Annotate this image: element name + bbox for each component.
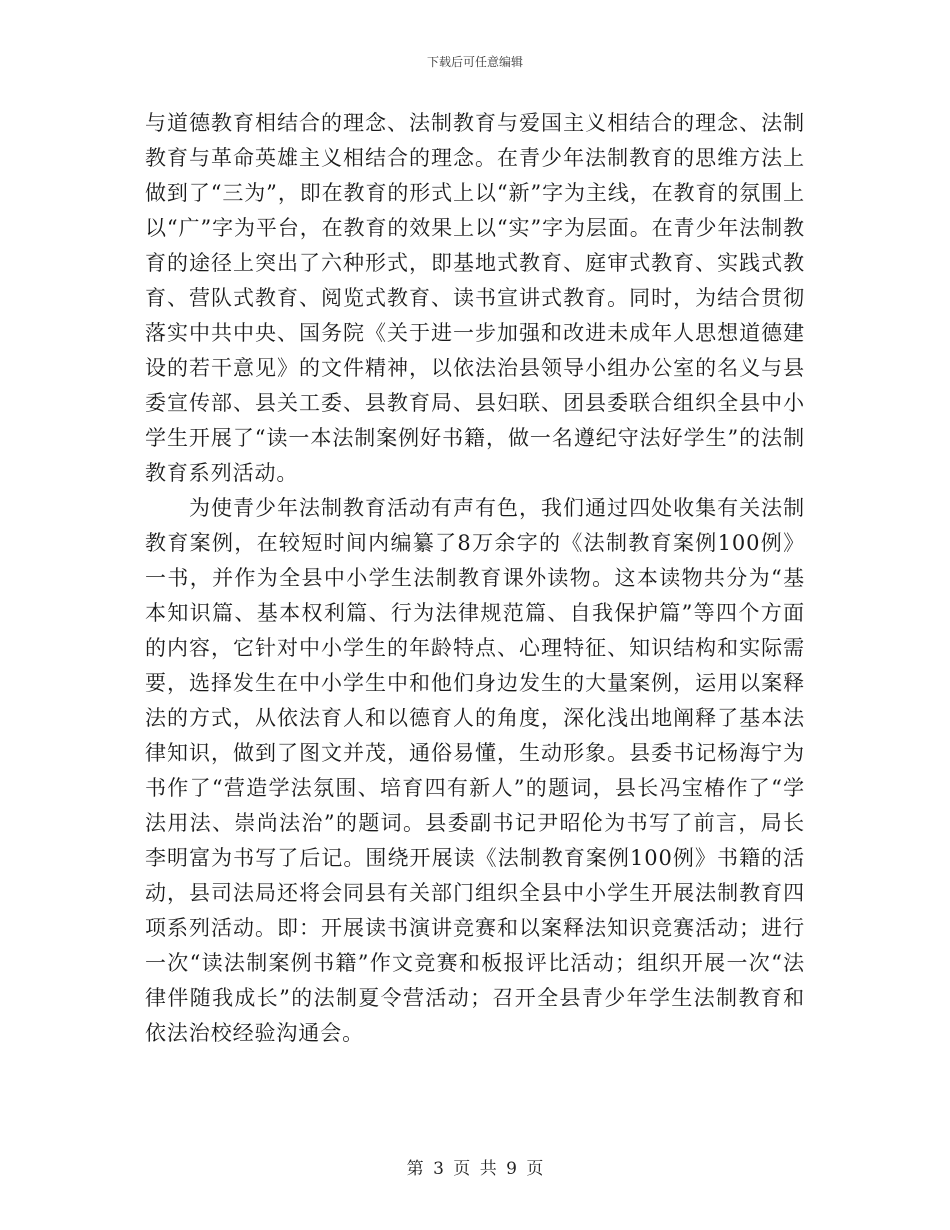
paragraph: 为使青少年法制教育活动有声有色，我们通过四处收集有关法制教育案例，在较短时间内编纂了8万余字的《法制教育案例100例》一书，并作为全县中小学生法制教育课外读物。这本读物共分为“基本知识篇、基本权利篇、行为法律规范篇、自我保护篇”等四个方面的内容，它针对中小学生的年龄特点、心理特征、知识结构和实际需要，选择发生在中小学生中和他们身边发生的大量案例，运用以案释法的方式，从依法育人和以德育人的角度，深化浅出地阐释了基本法律知识，做到了图文并茂，通俗易懂，生动形象。县委书记杨海宁为书作了“营造学法氛围、培育四有新人”的题词，县长冯宝椿作了“学法用法、崇尚法治”的题词。县委副书记尹昭伦为书写了前言，局长李明富为书写了后记。围绕开展读《法制教育案例100例》书籍的活动，县司法局还将会同县有关部门组织全县中小学生开展法制教育四项系列活动。即：开展读书演讲竞赛和以案释法知识竞赛活动；进行一次“读法制案例书籍”作文竞赛和板报评比活动；组织开展一次“法律伴随我成长”的法制夏令营活动；召开全县青少年学生法制教育和依法治校经验沟通会。	[145, 496, 805, 1045]
page-footer: 第 3 页 共 9 页	[406, 1159, 544, 1179]
page-header: 下载后可任意编辑	[426, 55, 523, 69]
document-body	[145, 106, 805, 1051]
paragraph-continued: 与道德教育相结合的理念、法制教育与爱国主义相结合的理念、法制教育与革命英雄主义相结合的理念。在青少年法制教育的思维方法上做到了“三为”，即在教育的形式上以“新”字为主线，在教育的氛围上以“广”字为平台，在教育的效果上以“实”字为层面。在青少年法制教育的途径上突出了六种形式，即基地式教育、庭审式教育、实践式教育、营队式教育、阅览式教育、读书宣讲式教育。同时，为结合贯彻落实中共中央、国务院《关于进一步加强和改进未成年人思想道德建设的若干意见》的文件精神，以依法治县领导小组办公室的名义与县委宣传部、县关工委、县教育局、县妇联、团县委联合组织全县中小学生开展了“读一本法制案例好书籍，做一名遵纪守法好学生”的法制教育系列活动。	[145, 111, 805, 485]
